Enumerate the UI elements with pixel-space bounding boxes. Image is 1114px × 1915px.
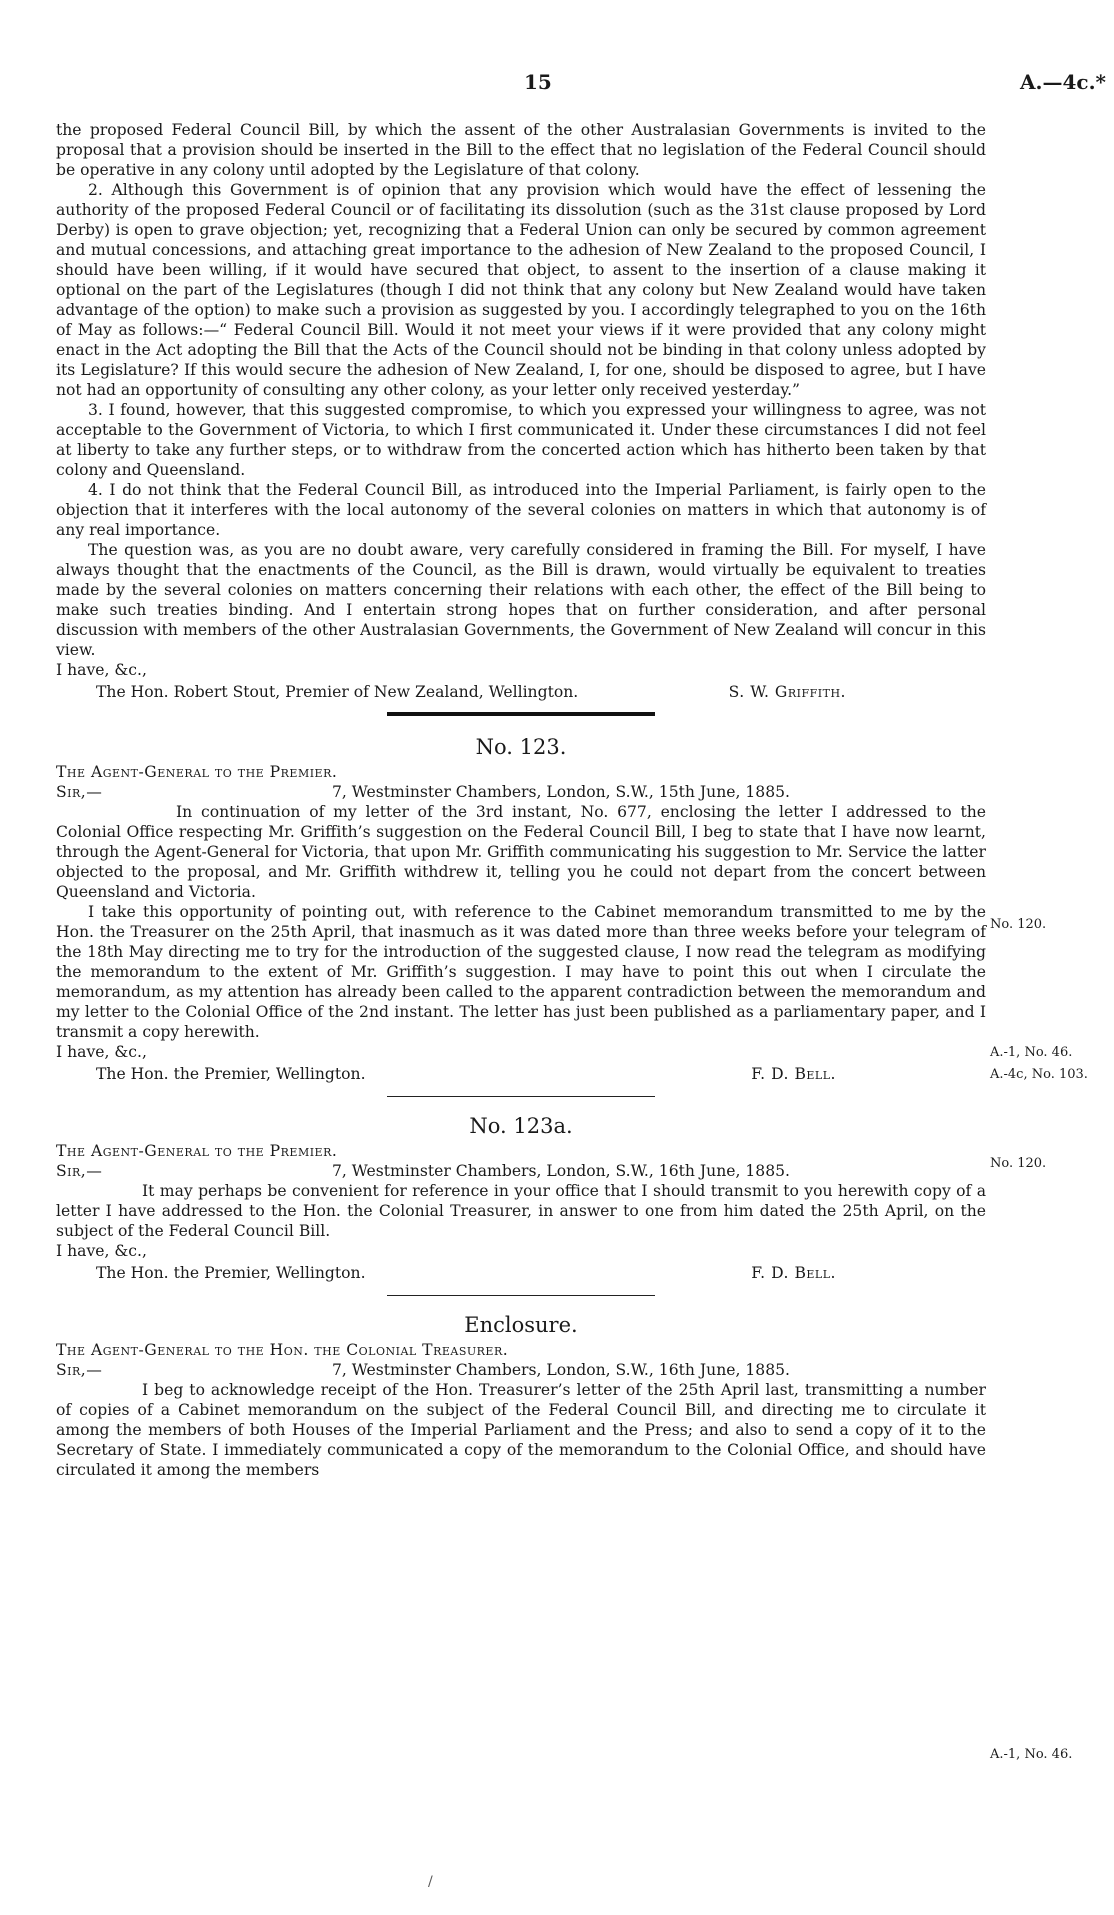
page-number: 15 [524,70,552,94]
paragraph: I beg to acknowledge receipt of the Hon. Treasurer’s letter of the 25th April last, transmitting a number of copies of a Cabinet memorandum on the subject of the Federal Council Bill, and directing me to circulate it among the members of both Houses of the Imperial Parliament and the Press; and also to send a copy of it to the Secretary of State. I immediately communicated a copy of the memorandum to the Colonial Office, and should have circulated it among the members [56,1381,986,1479]
salutation: Sir,— [56,1162,103,1180]
addressee: The Hon. the Premier, Wellington. [96,1065,366,1083]
page-header [56,70,1106,100]
document-subtitle: The Agent-General to the Hon. the Colonial Treasurer. [56,1341,509,1359]
margin-note: A.-1, No. 46. [990,1045,1073,1060]
ink-mark: / [428,1874,433,1890]
section-divider [387,1295,655,1296]
signature: F. D. Bell. [751,1065,836,1083]
margin-note: No. 120. [990,1156,1047,1171]
paragraph: The question was, as you are no doubt aware, very carefully considered in framing the Bill. For myself, I have always thought that the enactments of the Council, as the Bill is drawn, would virtually be equivalent to treaties made by the several colonies on matters concerning their relations with each other, the effect of the Bill being to make such treaties binding. And I entertain strong hopes that on further consideration, and after personal discussion with members of the other Australasian Governments, the Government of New Zealand will concur in this view. [56,541,986,659]
addressee: The Hon. the Premier, Wellington. [96,1264,366,1282]
closing-line: I have, &c., [56,661,147,679]
document-body [56,120,986,1480]
section-divider [387,1096,655,1097]
letter-no-123a [56,1111,986,1283]
closing-line: I have, &c., [56,1242,147,1260]
signoff [56,1263,986,1283]
salutation-line [56,1360,986,1380]
document-title: Enclosure. [464,1313,578,1337]
salutation-line [56,782,986,802]
paragraph: I take this opportunity of pointing out, with reference to the Cabinet memorandum transmitted to me by the Hon. the Treasurer on the 25th April, that inasmuch as it was dated more than three weeks before your telegram of the 18th May directing me to try for the introduction of the suggested clause, I now read the telegram as modifying the memorandum to the extent of Mr. Griffith’s suggestion. I may have to point this out when I circulate the memorandum, as my attention has already been called to the apparent contradiction between the memorandum and my letter to the Colonial Office of the 2nd instant. The letter has just been published as a parliamentary paper, and I transmit a copy herewith. [56,903,986,1041]
paragraph: 3. I found, however, that this suggested compromise, to which you expressed your willingness to agree, was not acceptable to the Government of Victoria, to which I first communicated it. Under these circumstances I did not feel at liberty to take any further steps, or to withdraw from the concerted action which has hitherto been taken by that colony and Queensland. [56,401,986,479]
paragraph: 4. I do not think that the Federal Council Bill, as introduced into the Imperial Parliament, is fairly open to the objection that it interferes with the local autonomy of the several colonies on matters in which that autonomy is of any real importance. [56,481,986,539]
paragraph: It may perhaps be convenient for reference in your office that I should transmit to you herewith copy of a letter I have addressed to the Hon. the Colonial Treasurer, in answer to one from him dated the 25th April, on the subject of the Federal Council Bill. [56,1182,986,1240]
sender-address: 7, Westminster Chambers, London, S.W., 16th June, 1885. [331,1162,791,1180]
signature: F. D. Bell. [751,1264,836,1282]
section-divider [387,712,655,716]
paragraph: 2. Although this Government is of opinion that any provision which would have the effect of lessening the authority of the proposed Federal Council or of facilitating its dissolution (such as the 31st clause proposed by Lord Derby) is open to grave objection; yet, recognizing that a Federal Union can only be secured by common agreement and mutual concessions, and attaching great importance to the adhesion of New Zealand to the proposed Council, I should have been willing, if it would have secured that object, to assent to the insertion of a clause making it optional on the part of the Legislatures (though I did not think that any colony but New Zealand would have taken advantage of the option) to make such a provision as suggested by you. I accordingly telegraphed to you on the 16th of May as follows:—“ Federal Council Bill. Would it not meet your views if it were provided that any colony might enact in the Act adopting the Bill that the Acts of the Council should not be binding in that colony unless adopted by its Legislature? If this would secure the adhesion of New Zealand, I, for one, should be disposed to agree, but I have not had an opportunity of consulting any other colony, as your letter only received yesterday.” [56,181,986,399]
signoff [56,682,986,702]
addressee: The Hon. Robert Stout, Premier of New Zealand, Wellington. [96,683,579,701]
sender-address: 7, Westminster Chambers, London, S.W., 15th June, 1885. [331,783,791,801]
salutation-line [56,1161,986,1181]
signoff [56,1064,986,1084]
salutation: Sir,— [56,783,103,801]
paragraph: In continuation of my letter of the 3rd instant, No. 677, enclosing the letter I addressed to the Colonial Office respecting Mr. Griffith’s suggestion on the Federal Council Bill, I beg to state that I have now learnt, through the Agent-General for Victoria, that upon Mr. Griffith communicating his suggestion to Mr. Service the latter objected to the proposal, and Mr. Griffith withdrew it, telling you he could not depart from the concert between Queensland and Victoria. [56,803,986,901]
sender-address: 7, Westminster Chambers, London, S.W., 16th June, 1885. [331,1361,791,1379]
document-subtitle: The Agent-General to the Premier. [56,763,338,781]
document-title: No. 123. [475,735,567,759]
salutation: Sir,— [56,1361,103,1379]
paper-reference: A.—4c.* [1020,70,1106,94]
margin-note: A.-1, No. 46. [990,1747,1073,1762]
paragraph: the proposed Federal Council Bill, by which the assent of the other Australasian Governments is invited to the proposal that a provision should be inserted in the Bill to the effect that no legislation of the Federal Council should be operative in any colony until adopted by the Legislature of that colony. [56,121,986,179]
enclosure [56,1310,986,1480]
signature: S. W. Griffith. [728,683,846,701]
letter-no-123 [56,732,986,1084]
closing-line: I have, &c., [56,1043,147,1061]
margin-note: No. 120. [990,917,1047,932]
letter-griffith [56,120,986,702]
document-title: No. 123a. [469,1114,573,1138]
margin-note: A.-4c, No. 103. [990,1067,1088,1082]
document-subtitle: The Agent-General to the Premier. [56,1142,338,1160]
